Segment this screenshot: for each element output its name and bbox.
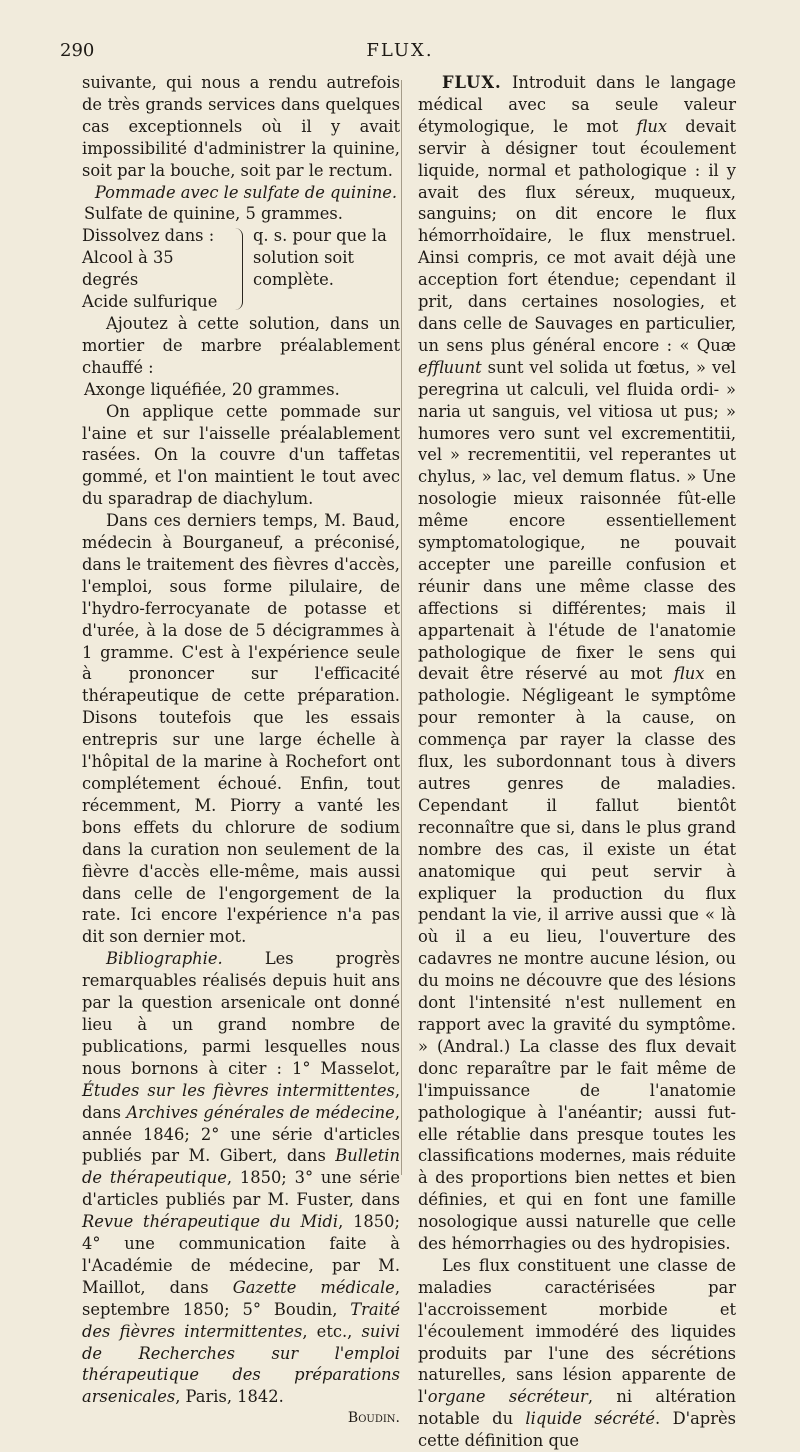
italic-term: flux [636,116,667,136]
biblio-title: Bulletin de thérapeutique [82,1146,400,1188]
biblio-text: , septembre 1850; 5° Boudin, [82,1277,400,1319]
paragraph-application: On applique cette pommade sur l'aine et sur l'aisselle préalablement rasées. On la couvre d'un taffetas gommé, et l'on maintient le tout avec du sparadrap de diachylum. [82,401,400,509]
body-text: Introduit dans le langage médical avec sa seule valeur étymologique, le mot [418,73,736,136]
biblio-title: Traité des fièvres intermittentes [82,1299,400,1341]
ingredient-axonge: Axonge liquéfiée, 20 grammes. [84,379,340,399]
body-text: , ni altération notable du [418,1387,737,1429]
biblio-title: Revue thérapeutique du Midi [82,1212,339,1232]
dissolve-line: Alcool à 35 degrés [82,248,174,290]
page-number: 290 [60,40,95,61]
dissolve-line: Acide sulfurique [82,292,218,312]
body-text: en pathologie. Négligeant le symptôme pour remonter à la cause, on commença par rayer la classe des flux, les subordonnant tous à divers autres genres de maladies. Cependant il fallut bientôt reconnaître que si, dans le plus grand nombre des cas, il existe un état anatomique qui peut servir à expliquer la production du flux pendant la vie, il arrive aussi que « là où il a eu lieu, l'ouverture des cadavres ne montre aucune lésion, ou du moins ne découvre que des lésions dont l'intensité n'est nullement en rapport avec la gravité du symptôme. » (Andral.) La classe des flux devait donc reparaître par le fait même de l'impuissance de l'anatomie pathologique à l'anéantir; aussi fut-elle rétablie dans presque toutes les classifications modernes, mais réduite à des proportions bien nettes et bien définies, et qui en font une famille nosologique aussi naturelle que celle des hémorrhagies ou des hydropisies. [418,664,737,1254]
italic-term: effluunt [418,357,482,377]
dissolve-block [82,225,400,313]
italic-term: liquide sécrété [525,1409,656,1429]
author-signature: Boudin. [347,1410,400,1427]
paragraph-flux-class [418,1255,736,1452]
right-column [418,72,736,1452]
biblio-text: , 1850; 3° une série d'articles publiés par M. Fuster, dans [82,1168,400,1210]
column-divider [401,80,402,1175]
body-text: devait servir à désigner tout écoulement liquide, normal et pathologique : il y avait des flux séreux, muqueux, sanguins; on dit encore le flux hémorrhoïdaire, le flux menstruel. Ainsi compris, ce mot avait déjà une acception fort étendue; cependant il prit, dans certaines nosologies, et dans celle de Sauvages en particulier, un sens plus général encore : « Quæ [418,116,736,355]
body-text: Les flux constituent une classe de maladies caractérisées par l'accroissement morbide et l'écoulement immodéré des liquides produits par l'une des sécrétions naturelles, sans lésion apparente de l' [418,1255,736,1407]
entry-headword: FLUX. [442,73,502,92]
dissolve-note: q. s. pour que la solution soit complète. [253,226,387,290]
biblio-text: , année 1846; 2° une série d'articles publiés par M. Gibert, dans [82,1102,400,1166]
bibliography-label: Bibliographie. [106,949,223,969]
italic-term: flux [673,664,705,684]
paragraph-recent-treatments: Dans ces derniers temps, M. Baud, médecin à Bourganeuf, a préconisé, dans le traitement des fièvres d'accès, l'emploi, sous forme pilulaire, de l'hydro-ferrocyanate de potasse et d'urée, à la dose de 5 décigrammes à 1 gramme. C'est à l'expérience seule à prononcer sur l'efficacité thérapeutique de cette préparation. Disons toutefois que les essais entrepris sur une large échelle à l'hôpital de la marine à Rochefort ont complétement échoué. Enfin, tout récemment, M. Piorry a vanté les bons effets du chlorure de sodium dans la curation non seulement de la fièvre d'accès elle-même, mais aussi dans celle de l'engorgement de la rate. Ici encore l'expérience n'a pas dit son dernier mot. [82,511,400,947]
biblio-title: suivi de Recherches sur l'emploi thérapeutique des préparations arsenicales [82,1321,400,1407]
dissolve-line: Dissolvez dans : [82,226,215,246]
brace-symbol [232,228,243,310]
ingredient-quinine: Sulfate de quinine, 5 grammes. [84,204,343,224]
biblio-title: Archives générales de médecine [126,1102,395,1122]
biblio-text: , etc., [302,1321,362,1341]
body-text: . D'après cette définition que [418,1409,736,1451]
paragraph-intro: suivante, qui nous a rendu autrefois de très grands services dans quelques cas exceptionnels où il y avait impossibilité d'administrer la quinine, soit par la bouche, soit par le rectum. [82,73,400,180]
page-header [60,40,740,68]
biblio-title: Études sur les fièvres intermittentes [82,1080,395,1100]
paragraph-bibliography [82,948,400,1408]
body-text: sunt vel solida ut fœtus, » vel peregrina ut calculi, vel fluida ordi- » naria ut sanguis, vel vitiosa ut pus; » humores vero sunt vel excrementitii, vel » recrementitii, vel reperantes ut chylus, » lac, vel demum flatus. » Une nosologie mieux raisonnée fût-elle même encore essentiellement symptomatologique, ne pouvait accepter une pareille confusion et réunir dans une même classe des affections si différentes; mais il appartenait à l'étude de l'anatomie pathologique de fixer le sens qui devait être réservé au mot [418,357,736,684]
paragraph-mortar: Ajoutez à cette solution, dans un mortier de marbre préalablement chauffé : [82,313,400,377]
italic-term: organe sécréteur [427,1387,588,1407]
biblio-text: , 1850; 4° une communication faite à l'Académie de médecine, par M. Maillot, dans [82,1212,400,1297]
left-column [82,72,400,1430]
biblio-text: , Paris, 1842. [175,1387,284,1407]
running-title: FLUX. [366,40,434,61]
biblio-text: Les progrès remarquables réalisés depuis huit ans par la question arsenicale ont donné lieu à un grand nombre de publications, parmi lesquelles nous nous bornons à citer : 1° Masselot, [82,949,400,1078]
recipe-title: Pommade avec le sulfate de quinine. [94,182,398,202]
dissolve-list [82,225,232,313]
paragraph-flux-definition [418,72,736,1255]
biblio-title: Gazette médicale [232,1277,395,1297]
biblio-text: , dans [82,1080,400,1122]
